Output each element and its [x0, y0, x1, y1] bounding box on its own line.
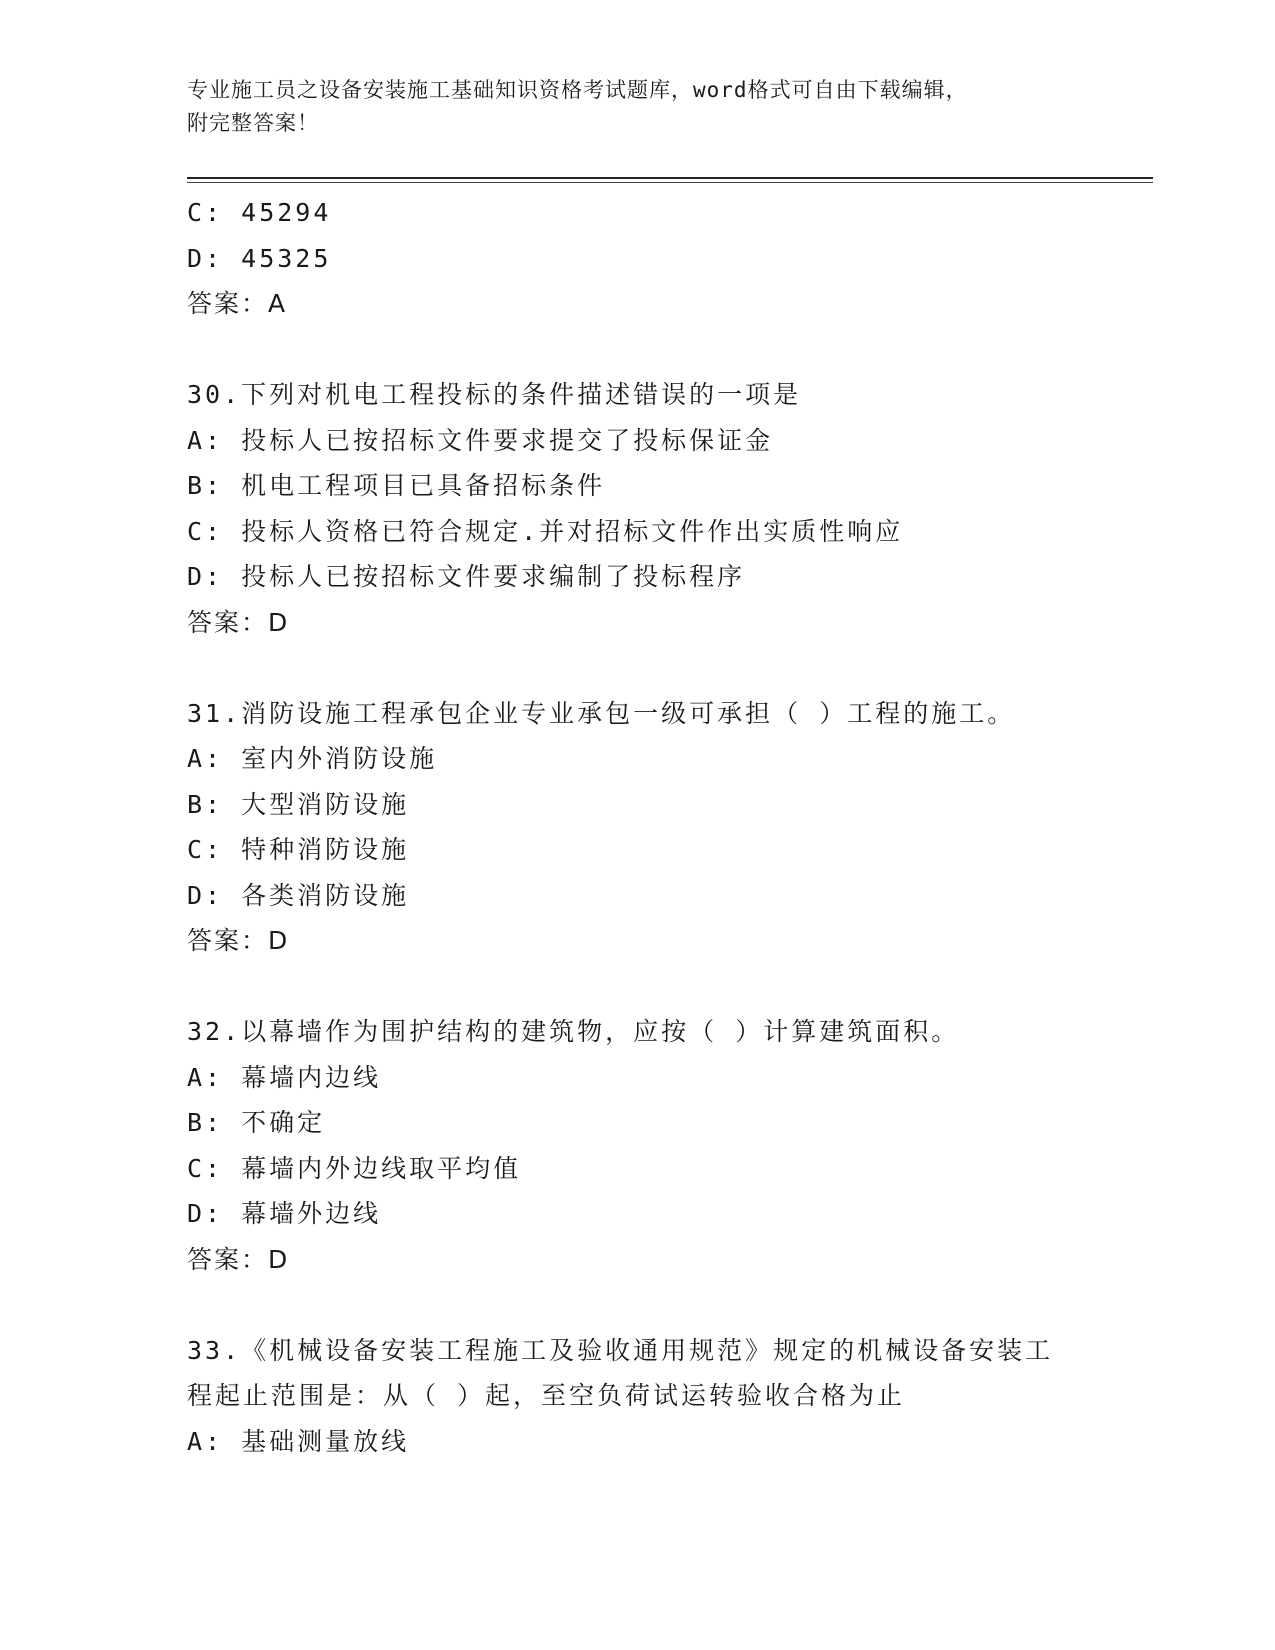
- header-line-1: 专业施工员之设备安装施工基础知识资格考试题库，word格式可自由下载编辑，: [187, 78, 968, 102]
- option-b: B: 机电工程项目已具备招标条件: [187, 471, 606, 500]
- option-d: D: 45325: [187, 243, 332, 273]
- question-stem-line-1: 33.《机械设备安装工程施工及验收通用规范》规定的机械设备安装工: [187, 1335, 1054, 1365]
- question-30: [187, 372, 1147, 645]
- answer: 答案：D: [187, 1244, 290, 1274]
- spacer: [187, 327, 1147, 373]
- option-c: C: 幕墙内外边线取平均值: [187, 1153, 522, 1183]
- option-a: A: 幕墙内边线: [187, 1062, 382, 1092]
- header-divider-thin: [187, 182, 1153, 183]
- question-31: [187, 691, 1147, 964]
- question-stem: 30.下列对机电工程投标的条件描述错误的一项是: [187, 380, 802, 409]
- header-line-2: 附完整答案！: [187, 111, 319, 135]
- question-stem: 32.以幕墙作为围护结构的建筑物，应按（ ）计算建筑面积。: [187, 1017, 960, 1046]
- question-stem: 31.消防设施工程承包企业专业承包一级可承担（ ）工程的施工。: [187, 698, 1016, 728]
- spacer: [187, 1282, 1147, 1328]
- option-d: D: 幕墙外边线: [187, 1199, 382, 1228]
- option-b: B: 大型消防设施: [187, 789, 410, 819]
- answer: 答案：D: [187, 926, 290, 955]
- answer: 答案：D: [187, 607, 290, 637]
- option-c: C: 特种消防设施: [187, 835, 410, 864]
- option-a: A: 室内外消防设施: [187, 744, 438, 773]
- option-a: A: 基础测量放线: [187, 1426, 410, 1456]
- option-c: C: 投标人资格已符合规定.并对招标文件作出实质性响应: [187, 516, 904, 546]
- option-d: D: 各类消防设施: [187, 880, 410, 910]
- spacer: [187, 964, 1147, 1010]
- question-32: [187, 1009, 1147, 1282]
- header-divider-thick: [187, 177, 1153, 179]
- question-33: [187, 1328, 1147, 1465]
- option-b: B: 不确定: [187, 1108, 326, 1137]
- question-list: [187, 190, 1147, 1464]
- option-d: D: 投标人已按招标文件要求编制了投标程序: [187, 562, 746, 591]
- document-header: [187, 74, 1087, 140]
- question-stem-line-2: 程起止范围是：从（ ）起，至空负荷试运转验收合格为止: [187, 1381, 906, 1410]
- answer: 答案：A: [187, 289, 288, 318]
- option-a: A: 投标人已按招标文件要求提交了投标保证金: [187, 425, 774, 455]
- option-c: C: 45294: [187, 198, 332, 227]
- question-29-continued: [187, 190, 1147, 327]
- spacer: [187, 645, 1147, 691]
